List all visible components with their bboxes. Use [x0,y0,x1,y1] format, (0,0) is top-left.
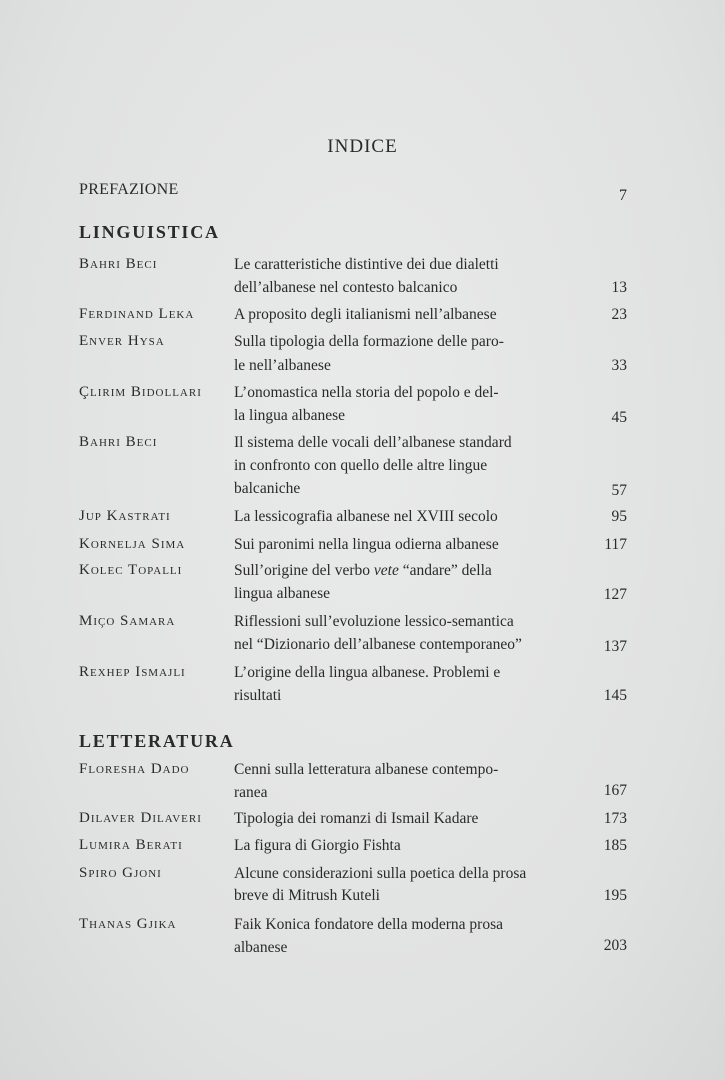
section-heading-linguistica: LINGUISTICA [79,222,220,242]
entry-page-number: 203 [603,937,627,954]
page-title: INDICE [327,136,398,157]
entry-author: Enver Hysa [79,333,165,349]
entry-title-line: A proposito degli italianismi nell’albanese [234,306,497,323]
entry-page-number: 167 [603,782,627,799]
entry-title-segment: “andare” della [398,562,492,579]
entry-title-line: La figura di Giorgio Fishta [234,837,401,854]
entry-author: Kornelja Sima [79,536,186,552]
entry-page-number: 23 [611,306,627,323]
entry-title-line: Alcune considerazioni sulla poetica della prosa [234,865,527,882]
entry-title-line: L’origine della lingua albanese. Problemi e [234,664,501,681]
entry-title-line: risultati [234,687,282,704]
entry-title-line: Cenni sulla letteratura albanese contempo- [234,761,499,778]
entry-page-number: 95 [611,508,627,525]
preface-page-number: 7 [619,187,627,204]
entry-page-number: 117 [604,536,627,553]
entry-page-number: 45 [611,409,627,426]
entry-title-line: in confronto con quello delle altre lingue [234,457,488,474]
entry-author: Dilaver Dilaveri [79,810,202,826]
entry-title-line: la lingua albanese [234,407,346,424]
entry-author: Miço Samara [79,613,176,629]
entry-page-number: 145 [603,687,627,704]
entry-page-number: 195 [603,887,627,904]
entry-title-line: L’onomastica nella storia del popolo e del- [234,384,499,401]
entry-title-line: balcaniche [234,480,301,497]
entry-title-line: Le caratteristiche distintive dei due dialetti [234,256,499,273]
entry-title-line: Sui paronimi nella lingua odierna albanese [234,536,499,553]
entry-title-italic: vete [373,562,399,579]
entry-author: Floresha Dado [79,761,190,777]
entry-author: Bahri Beci [79,434,158,450]
entry-page-number: 57 [611,482,627,499]
entry-page-number: 33 [611,357,627,374]
entry-page-number: 173 [603,810,627,827]
entry-title-line: Tipologia dei romanzi di Ismail Kadare [234,810,479,827]
preface-label: PREFAZIONE [79,181,179,198]
entry-author: Spiro Gjoni [79,865,162,881]
entry-title-line: Il sistema delle vocali dell’albanese standard [234,434,512,451]
entry-title-line: Sulla tipologia della formazione delle paro- [234,333,504,350]
entry-author: Jup Kastrati [79,508,171,524]
entry-title-line [234,562,492,580]
section-heading-letteratura: LETTERATURA [79,731,235,751]
entry-author: Thanas Gjika [79,916,177,932]
entry-title-line: le nell’albanese [234,357,331,374]
entry-title-segment: Sull’origine del verbo [234,562,374,579]
entry-author: Rexhep Ismajli [79,664,186,680]
entry-title-line: albanese [234,939,288,956]
entry-page-number: 13 [611,279,627,296]
entry-title-line: lingua albanese [234,585,330,602]
entry-author: Bahri Beci [79,256,158,272]
entry-title-line: ranea [234,784,268,801]
entry-author: Ferdinand Leka [79,306,195,322]
entry-author: Kolec Topalli [79,562,183,578]
entry-page-number: 137 [603,638,627,655]
entry-page-number: 185 [603,837,627,854]
entry-author: Lumira Berati [79,837,183,853]
entry-title-line: dell’albanese nel contesto balcanico [234,279,458,296]
entry-title-line: breve di Mitrush Kuteli [234,887,380,904]
entry-author: Çlirim Bidollari [79,384,202,400]
entry-title-line: Faik Konica fondatore della moderna prosa [234,916,504,933]
entry-title-line: nel “Dizionario dell’albanese contemporaneo” [234,636,522,653]
entry-title-line: La lessicografia albanese nel XVIII secolo [234,508,498,525]
entry-page-number: 127 [603,586,627,603]
entry-title-line: Riflessioni sull’evoluzione lessico-semantica [234,613,514,630]
